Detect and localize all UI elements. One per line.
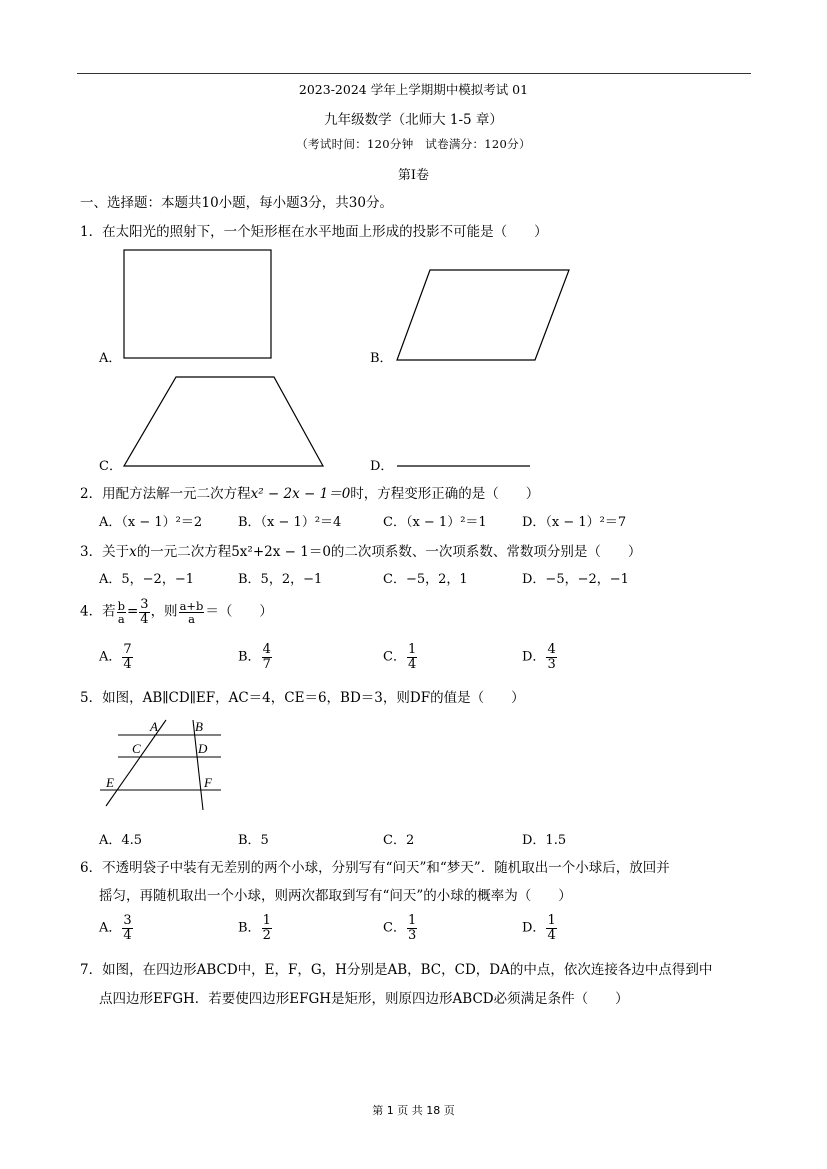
q4-option-d: D． $\frac{4}{3}$: [522, 642, 556, 672]
point-f-label: F: [204, 775, 212, 790]
q5-option-d: D．1.5: [522, 833, 567, 848]
point-a-label: A: [150, 719, 158, 734]
q3-var: x: [129, 544, 137, 560]
q2-stem-b: 时，方程变形正确的是（ ）: [350, 486, 540, 502]
question-7-line-1: 7．如图，在四边形ABCD中，E，F，G，H分别是AB，BC，CD，DA的中点，依次连接各边中点得到中: [80, 962, 713, 978]
q1-option-a-label: A．: [99, 351, 122, 366]
q5-option-b: B．5: [238, 833, 269, 848]
q6-option-b: B． $\frac{1}{2}$: [238, 913, 271, 943]
q2-equation: x² − 2x − 1＝0: [250, 486, 351, 502]
q3-stem-b: 的一元二次方程: [136, 544, 232, 560]
exam-title: 2023-2024 学年上学期期中模拟考试 01: [298, 82, 529, 97]
q4-prefix: 4．若: [80, 603, 116, 620]
question-5-stem: 5．如图，AB∥CD∥EF，AC＝4，CE＝6，BD＝3，则DF的值是（ ）: [80, 690, 525, 706]
exam-subject: 九年级数学（北师大 1-5 章）: [324, 112, 503, 128]
volume-label: 第Ⅰ卷: [397, 168, 430, 183]
q6-option-d: D． $\frac{1}{4}$: [522, 913, 556, 943]
q1-option-c-label: C．: [99, 459, 122, 474]
q4-equals: =: [126, 603, 139, 620]
q4-option-a: A． $\frac{7}{4}$: [99, 642, 132, 672]
q4-option-c: C． $\frac{1}{4}$: [383, 642, 417, 672]
question-6-line-1: 6．不透明袋子中装有无差别的两个小球，分别写有“问天”和“梦天”．随机取出一个小球后，放回并: [80, 860, 670, 876]
q2-option-c: C．（x − 1）²＝1: [383, 515, 487, 530]
q3-stem-c: 的二次项系数、一次项系数、常数项分别是（ ）: [330, 544, 642, 560]
q2-option-b: B．（x − 1）²＝4: [238, 515, 342, 530]
point-b-label: B: [195, 719, 203, 734]
q4-fraction-apb-over-a: $\frac{a+b}{a}$: [179, 598, 204, 626]
question-7-line-2: 点四边形EFGH．若要使四边形EFGH是矩形，则原四边形ABCD必须满足条件（ ）: [99, 991, 629, 1007]
exam-info: （考试时间：120分钟 试卷满分：120分）: [296, 137, 531, 151]
question-1-stem: 1．在太阳光的照射下，一个矩形框在水平地面上形成的投影不可能是（ ）: [80, 224, 548, 240]
q3-option-b: B．5，2，−1: [238, 572, 323, 587]
page-footer: 第 1 页 共 18 页: [372, 1104, 455, 1117]
point-d-label: D: [198, 741, 208, 756]
q1-option-d-label: D．: [370, 459, 394, 474]
q3-stem-a: 3．关于: [80, 544, 130, 560]
q4-fraction-3-over-4: $\frac{3}{4}$: [140, 597, 149, 627]
point-c-label: C: [132, 741, 141, 756]
q4-fraction-b-over-a: $\frac{b}{a}$: [117, 598, 125, 626]
question-6-line-2: 摇匀，再随机取出一个小球，则两次都取到写有“问天”的小球的概率为（ ）: [99, 888, 572, 904]
q2-option-a: A．（x − 1）²＝2: [99, 515, 203, 530]
q4-mid: ，则: [150, 603, 178, 620]
q4-suffix: ＝（ ）: [205, 603, 273, 620]
q3-equation: 5x²+2x − 1＝0: [231, 544, 331, 560]
q2-stem-a: 2．用配方法解一元二次方程: [80, 486, 251, 502]
q4-option-b: B． $\frac{4}{7}$: [238, 642, 271, 672]
q3-option-a: A．5，−2，−1: [99, 572, 194, 587]
q3-option-c: C．−5，2，1: [383, 572, 468, 587]
q5-option-a: A．4.5: [99, 833, 143, 848]
section-heading: 一、选择题：本题共10小题，每小题3分，共30分。: [80, 195, 393, 211]
q2-option-d: D．（x − 1）²＝7: [522, 515, 627, 530]
q1-option-b-label: B．: [370, 351, 393, 366]
q3-option-d: D．−5，−2，−1: [522, 572, 629, 587]
point-e-label: E: [106, 775, 114, 790]
q6-option-c: C． $\frac{1}{3}$: [383, 913, 417, 943]
q5-option-c: C．2: [383, 833, 415, 848]
q6-option-a: A． $\frac{3}{4}$: [99, 913, 132, 943]
